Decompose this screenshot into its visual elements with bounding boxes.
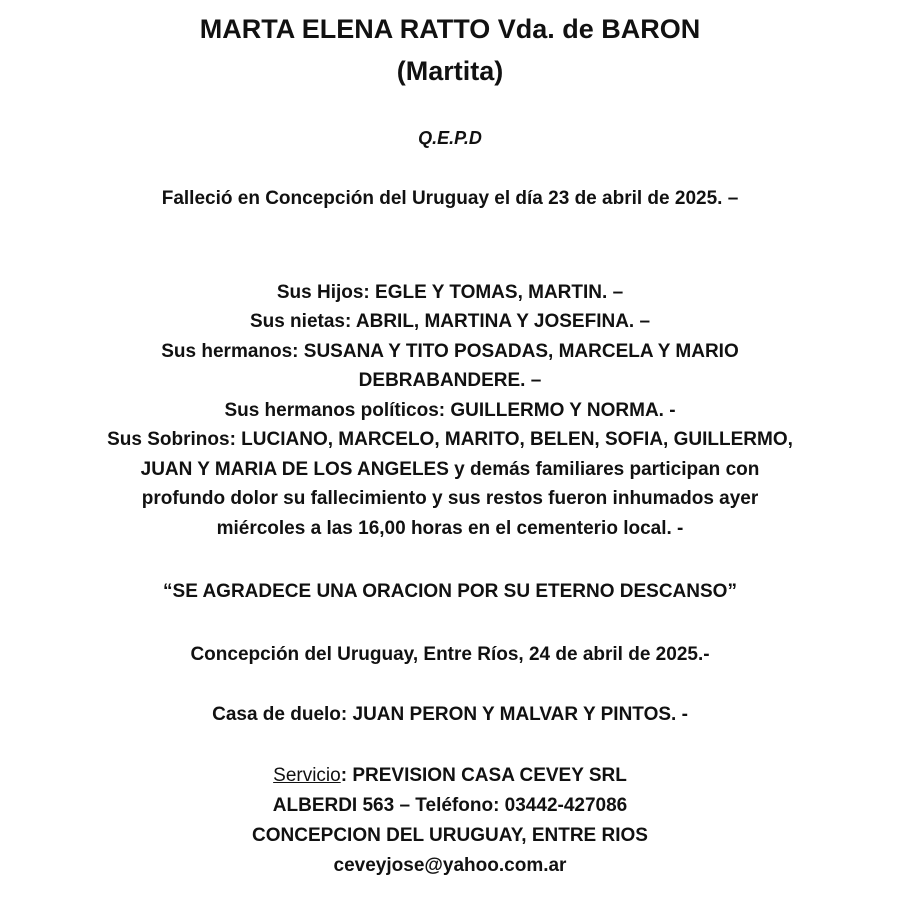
family-line-nephews: Sus Sobrinos: LUCIANO, MARCELO, MARITO, BELEN, SOFIA, GUILLERMO, [107, 429, 793, 450]
death-notice: Falleció en Concepción del Uruguay el día 23 de abril de 2025. – [161, 188, 739, 209]
family-line-burial: profundo dolor su fallecimiento y sus restos fueron inhumados ayer [141, 488, 759, 509]
deceased-name: MARTA ELENA RATTO Vda. de BARON [199, 14, 701, 44]
service-label: Servicio [273, 765, 341, 786]
service-line [0, 761, 900, 790]
family-line-grandchildren: Sus nietas: ABRIL, MARTINA Y JOSEFINA. – [249, 311, 651, 332]
place-date: Concepción del Uruguay, Entre Ríos, 24 de abril de 2025.- [190, 644, 710, 665]
service-city: CONCEPCION DEL URUGUAY, ENTRE RIOS [252, 825, 648, 846]
service-provider: : PREVISION CASA CEVEY SRL [340, 765, 627, 786]
family-line-siblings: Sus hermanos: SUSANA Y TITO POSADAS, MARCELA Y MARIO [161, 341, 739, 362]
service-email: ceveyjose@yahoo.com.ar [333, 855, 567, 876]
family-line-burial-cont: miércoles a las 16,00 horas en el cementerio local. - [216, 518, 684, 539]
qepd-text: Q.E.P.D [418, 128, 482, 148]
family-line-in-laws: Sus hermanos políticos: GUILLERMO Y NORMA. - [224, 400, 676, 421]
mourning-house: Casa de duelo: JUAN PERON Y MALVAR Y PINTOS. - [212, 704, 688, 725]
family-line-children: Sus Hijos: EGLE Y TOMAS, MARTIN. – [276, 282, 624, 303]
family-line-nephews-cont: JUAN Y MARIA DE LOS ANGELES y demás familiares participan con [140, 459, 760, 480]
deceased-nickname: (Martita) [396, 56, 504, 86]
service-address: ALBERDI 563 – Teléfono: 03442-427086 [272, 795, 628, 816]
family-line-siblings-cont: DEBRABANDERE. – [358, 370, 542, 391]
prayer-request: “SE AGRADECE UNA ORACION POR SU ETERNO DESCANSO” [163, 581, 737, 602]
